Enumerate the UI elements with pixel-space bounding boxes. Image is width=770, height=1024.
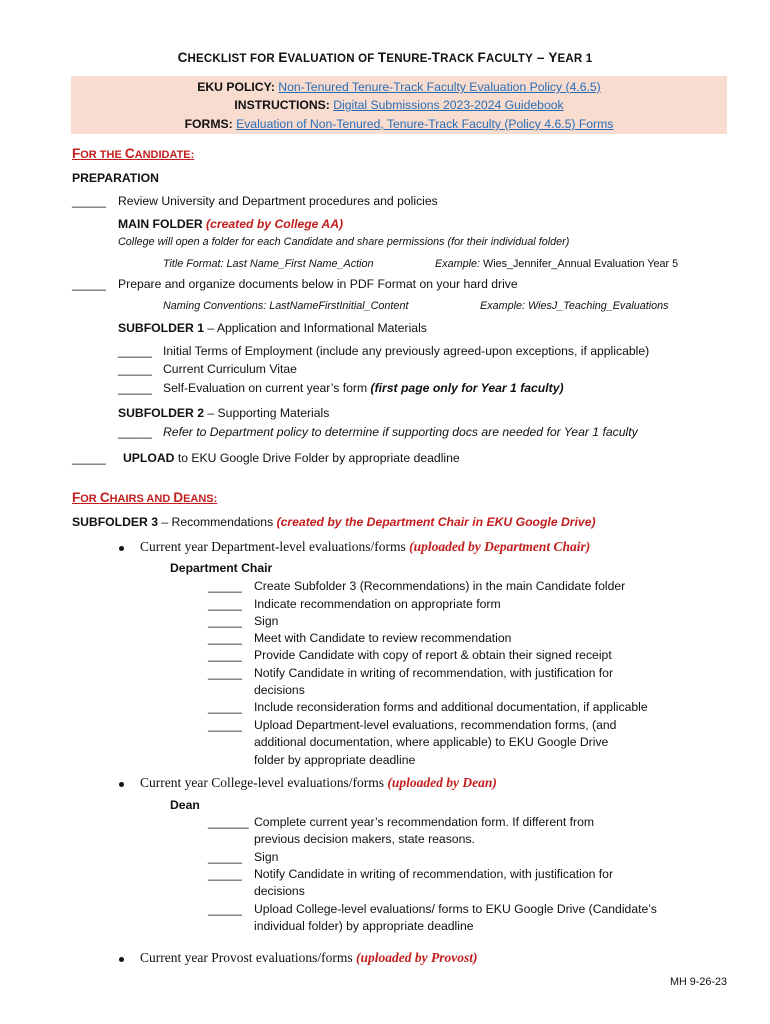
dept-blank-8[interactable]: _____ [208,718,242,732]
sub2-item: Refer to Department policy to determine if supporting docs are needed for Year 1 faculty [163,425,638,439]
dept-item-4: Meet with Candidate to review recommendation [254,631,512,645]
footer-code: MH 9-26-23 [670,976,728,988]
dean-item-3: Notify Candidate in writing of recommendation, with justification for [254,867,614,881]
dept-item-3: Sign [254,614,279,628]
dean-blank-4[interactable]: _____ [208,902,242,916]
dept-item-6-cont: decisions [254,683,305,697]
eku-policy-line: EKU POLICY: Non-Tenured Tenure-Track Faculty Evaluation Policy (4.6.5) [197,80,601,94]
naming-example: Example: WiesJ_Teaching_Evaluations [480,300,669,312]
instructions-link[interactable]: Digital Submissions 2023-2024 Guidebook [333,98,564,112]
sub1-blank-3[interactable]: _____ [118,381,152,395]
forms-link[interactable]: Evaluation of Non-Tenured, Tenure-Track Faculty (Policy 4.6.5) Forms [236,117,614,131]
dept-item-8-cont-1: additional documentation, where applicable) to EKU Google Drive [254,735,609,749]
dept-item-2: Indicate recommendation on appropriate form [254,597,501,611]
subfolder-1-heading: SUBFOLDER 1 – Application and Informational Materials [118,321,427,335]
dept-blank-5[interactable]: _____ [208,648,242,662]
candidate-heading: FOR THE CANDIDATE: [72,146,195,161]
main-folder-line: MAIN FOLDER (created by College AA) [118,217,344,231]
dean-item-1: Complete current year’s recommendation form. If different from [254,815,595,829]
dean-label: Dean [170,798,200,812]
dean-item-1-cont: previous decision makers, state reasons. [254,832,475,846]
dept-blank-1[interactable]: _____ [208,579,242,593]
prepare-text: Prepare and organize documents below in PDF Format on your hard drive [118,277,518,291]
title-example: Example: Wies_Jennifer_Annual Evaluation Year 5 [435,258,679,270]
instructions-line: INSTRUCTIONS: Digital Submissions 2023-2024 Guidebook [234,98,564,112]
sub1-item-1: Initial Terms of Employment (include any previously agreed-upon exceptions, if applicable) [163,344,650,358]
sub1-item-3: Self-Evaluation on current year’s form (first page only for Year 1 faculty) [163,381,564,395]
bullet-dept [119,546,124,551]
dean-blank-3[interactable]: _____ [208,867,242,881]
preparation-label: PREPARATION [72,171,159,185]
dept-blank-7[interactable]: _____ [208,700,242,714]
naming-conventions: Naming Conventions: LastNameFirstInitial_Content [163,300,409,312]
eku-policy-link[interactable]: Non-Tenured Tenure-Track Faculty Evaluation Policy (4.6.5) [278,80,601,94]
title-format: Title Format: Last Name_First Name_Action [163,258,374,270]
document-title: CHECKLIST FOR EVALUATION OF TENURE-TRACK FACULTY – YEAR 1 [177,50,593,65]
dept-item-8-cont-2: folder by appropriate deadline [254,753,416,767]
dept-item-6: Notify Candidate in writing of recommendation, with justification for [254,666,614,680]
forms-line: FORMS: Evaluation of Non-Tenured, Tenure-Track Faculty (Policy 4.6.5) Forms [184,117,614,131]
dept-item-8: Upload Department-level evaluations, recommendation forms, (and [254,718,617,732]
subfolder-3-heading: SUBFOLDER 3 – Recommendations (created by the Department Chair in EKU Google Drive) [72,515,596,529]
review-text: Review University and Department procedures and policies [118,194,438,208]
sub1-blank-2[interactable]: _____ [118,362,152,376]
dept-blank-3[interactable]: _____ [208,614,242,628]
upload-blank[interactable]: _____ [72,451,106,465]
dept-chair-label: Department Chair [170,561,273,575]
review-blank[interactable]: _____ [72,194,106,208]
dept-blank-6[interactable]: _____ [208,666,242,680]
bullet-provost [119,957,124,962]
bullet-college [119,782,124,787]
dept-blank-2[interactable]: _____ [208,597,242,611]
sub2-blank[interactable]: _____ [118,425,152,439]
college-open-note: College will open a folder for each Candidate and share permissions (for their individual folder) [118,236,570,248]
dept-item-7: Include reconsideration forms and additional documentation, if applicable [254,700,648,714]
dean-item-2: Sign [254,850,279,864]
dept-item-1: Create Subfolder 3 (Recommendations) in the main Candidate folder [254,579,626,593]
prepare-blank[interactable]: _____ [72,277,106,291]
dean-blank-2[interactable]: _____ [208,850,242,864]
dept-blank-4[interactable]: _____ [208,631,242,645]
dean-item-3-cont: decisions [254,884,305,898]
chairs-heading: FOR CHAIRS AND DEANS: [72,490,218,505]
dean-item-4: Upload College-level evaluations/ forms to EKU Google Drive (Candidate’s [254,902,657,916]
sub1-item-2: Current Curriculum Vitae [163,362,297,376]
dept-item-5: Provide Candidate with copy of report & obtain their signed receipt [254,648,612,662]
dean-item-4-cont: individual folder) by appropriate deadline [254,919,474,933]
sub1-blank-1[interactable]: _____ [118,344,152,358]
dept-bullet-text: Current year Department-level evaluations/forms (uploaded by Department Chair) [140,539,591,554]
upload-line: UPLOAD to EKU Google Drive Folder by appropriate deadline [123,451,460,465]
subfolder-2-heading: SUBFOLDER 2 – Supporting Materials [118,406,330,420]
college-bullet-text: Current year College-level evaluations/forms (uploaded by Dean) [140,775,497,790]
dean-blank-1[interactable]: ______ [208,815,249,829]
provost-bullet-text: Current year Provost evaluations/forms (uploaded by Provost) [140,950,478,965]
